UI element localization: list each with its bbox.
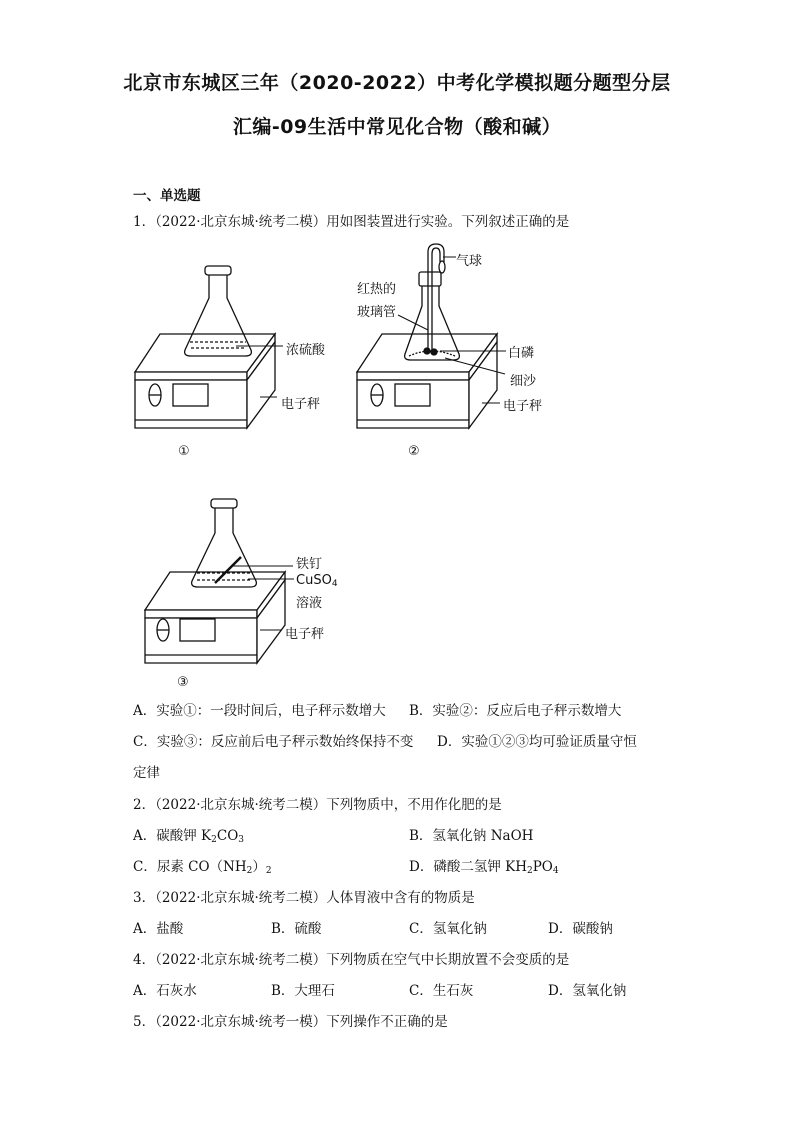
doc-title-line2: 汇编-09生活中常见化合物（酸和碱） <box>232 116 562 138</box>
fig3-cuso4-text: CuSO <box>296 573 332 588</box>
q2-c-sub2: 2 <box>265 866 272 876</box>
q3-stem: 3．（2022·北京东城·统考二模）人体胃液中含有的物质是 <box>133 890 475 906</box>
q2-a-sub1: 2 <box>211 835 217 845</box>
q4-option-a: A．石灰水 <box>133 983 197 999</box>
fig3-cuso4-sub: 4 <box>331 579 338 589</box>
q4-option-c: C．生石灰 <box>409 983 474 999</box>
q2-option-c <box>133 858 272 880</box>
fig1-label-acid: 浓硫酸 <box>286 343 326 358</box>
q2-d-sub2: 4 <box>552 866 559 876</box>
q2-a-mid: CO <box>216 828 239 844</box>
q2-option-a <box>133 827 244 849</box>
fig3-label-solution: 溶液 <box>296 596 323 611</box>
q2-c-sub1: 2 <box>246 866 253 876</box>
fig3-label-cuso4 <box>296 573 338 589</box>
q4-option-d: D．氢氧化钠 <box>548 983 627 999</box>
q4-stem: 4．（2022·北京东城·统考二模）下列物质在空气中长期放置不会变质的是 <box>133 952 570 968</box>
fig3-label-scale: 电子秤 <box>285 627 325 642</box>
q1-option-d: D．实验①②③均可验证质量守恒 <box>437 734 637 750</box>
q2-d-sub1: 2 <box>526 866 533 876</box>
q1-stem: 1．（2022·北京东城·统考二模）用如图装置进行实验。下列叙述正确的是 <box>133 214 570 230</box>
q1-option-d-continued: 定律 <box>133 765 160 781</box>
q5-stem: 5．（2022·北京东城·统考一模）下列操作不正确的是 <box>133 1014 448 1030</box>
q1-option-c: C．实验③：反应前后电子秤示数始终保持不变 <box>133 734 414 750</box>
fig2-number: ② <box>408 444 420 459</box>
q3-option-c: C．氢氧化钠 <box>409 921 487 937</box>
q3-option-a: A．盐酸 <box>133 921 184 937</box>
q3-option-b: B．硫酸 <box>271 921 322 937</box>
fig2-label-balloon: 气球 <box>456 254 483 269</box>
q2-c-pre: C．尿素 CO（NH <box>133 859 247 875</box>
q2-a-sub2: 3 <box>238 835 245 845</box>
fig3-number: ③ <box>177 675 189 690</box>
q2-c-mid: ） <box>252 859 266 875</box>
fig1-number: ① <box>178 444 190 459</box>
q4-option-b: B．大理石 <box>271 983 335 999</box>
q1-option-b: B．实验②：反应后电子秤示数增大 <box>409 703 622 719</box>
fig2-label-sand: 细沙 <box>510 374 537 389</box>
q2-d-mid: PO <box>532 859 553 875</box>
q2-stem: 2．（2022·北京东城·统考二模）下列物质中，不用作化肥的是 <box>133 797 502 813</box>
fig3-label-nail: 铁钉 <box>296 557 323 572</box>
fig2-label-tube-1: 红热的 <box>357 282 397 297</box>
fig2-label-phosphorus: 白磷 <box>508 346 535 361</box>
section-heading: 一、单选题 <box>133 188 201 204</box>
q2-option-d <box>409 858 559 880</box>
q2-a-pre: A．碳酸钾 K <box>133 828 212 844</box>
fig1-label-scale: 电子秤 <box>281 397 321 412</box>
q3-option-d: D．碳酸钠 <box>548 921 613 937</box>
doc-title-line1: 北京市东城区三年（2020-2022）中考化学模拟题分题型分层 <box>123 72 671 94</box>
q1-option-a: A．实验①：一段时间后，电子秤示数增大 <box>133 703 386 719</box>
fig2-label-scale: 电子秤 <box>503 399 543 414</box>
q2-option-b: B．氢氧化钠 NaOH <box>409 828 534 844</box>
q2-d-pre: D．磷酸二氢钾 KH <box>409 859 527 875</box>
fig2-label-tube-2: 玻璃管 <box>357 305 397 320</box>
